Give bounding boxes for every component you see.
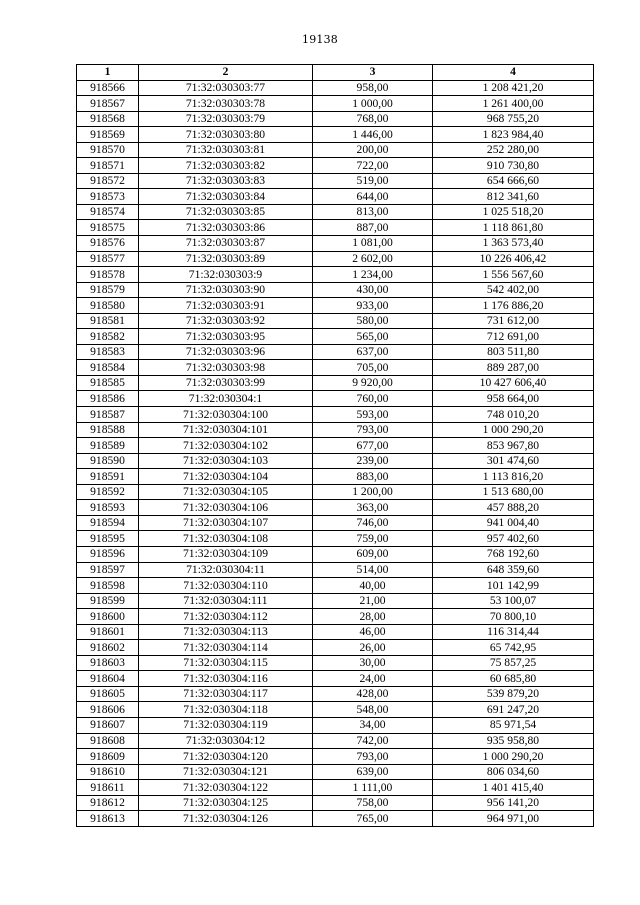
record-number-cell: 918566 [77,80,139,96]
record-number-cell: 918572 [77,173,139,189]
record-number-cell: 918583 [77,344,139,360]
cadastral-number-cell: 71:32:030303:82 [139,158,313,174]
value-cell: 806 034,60 [433,764,594,780]
area-cell: 639,00 [313,764,433,780]
value-cell: 539 879,20 [433,686,594,702]
table-row [77,298,594,314]
record-number-cell: 918595 [77,531,139,547]
table-row [77,717,594,733]
table-row [77,484,594,500]
record-number-cell: 918568 [77,111,139,127]
area-cell: 887,00 [313,220,433,236]
table-row [77,733,594,749]
table-row [77,671,594,687]
table-row [77,686,594,702]
value-cell: 956 141,20 [433,795,594,811]
cadastral-number-cell: 71:32:030303:92 [139,313,313,329]
cadastral-number-cell: 71:32:030303:98 [139,360,313,376]
value-cell: 116 314,44 [433,624,594,640]
value-cell: 712 691,00 [433,329,594,345]
area-cell: 2 602,00 [313,251,433,267]
record-number-cell: 918609 [77,749,139,765]
record-number-cell: 918603 [77,655,139,671]
value-cell: 1 208 421,20 [433,80,594,96]
area-cell: 593,00 [313,407,433,423]
area-cell: 21,00 [313,593,433,609]
value-cell: 53 100,07 [433,593,594,609]
cadastral-number-cell: 71:32:030304:103 [139,453,313,469]
value-cell: 101 142,99 [433,578,594,594]
value-cell: 1 513 680,00 [433,484,594,500]
record-number-cell: 918610 [77,764,139,780]
data-table [76,64,594,827]
table-row [77,422,594,438]
cadastral-number-cell: 71:32:030304:108 [139,531,313,547]
area-cell: 28,00 [313,609,433,625]
table-row [77,702,594,718]
value-cell: 1 176 886,20 [433,298,594,314]
record-number-cell: 918598 [77,578,139,594]
area-cell: 430,00 [313,282,433,298]
area-cell: 637,00 [313,344,433,360]
record-number-cell: 918593 [77,500,139,516]
area-cell: 1 446,00 [313,127,433,143]
table-row [77,142,594,158]
cadastral-number-cell: 71:32:030303:95 [139,329,313,345]
record-number-cell: 918590 [77,453,139,469]
record-number-cell: 918606 [77,702,139,718]
area-cell: 200,00 [313,142,433,158]
cadastral-number-cell: 71:32:030304:126 [139,811,313,827]
value-cell: 1 823 984,40 [433,127,594,143]
table-row [77,329,594,345]
cadastral-number-cell: 71:32:030304:12 [139,733,313,749]
header-row [77,65,594,81]
record-number-cell: 918584 [77,360,139,376]
value-cell: 748 010,20 [433,407,594,423]
page-number: 19138 [302,33,338,46]
record-number-cell: 918585 [77,375,139,391]
value-cell: 457 888,20 [433,500,594,516]
cadastral-number-cell: 71:32:030303:90 [139,282,313,298]
cadastral-number-cell: 71:32:030304:100 [139,407,313,423]
cadastral-number-cell: 71:32:030303:91 [139,298,313,314]
table-row [77,609,594,625]
value-cell: 252 280,00 [433,142,594,158]
value-cell: 853 967,80 [433,438,594,454]
cadastral-number-cell: 71:32:030303:9 [139,267,313,283]
cadastral-number-cell: 71:32:030303:77 [139,80,313,96]
table-row [77,158,594,174]
record-number-cell: 918602 [77,640,139,656]
table-row [77,375,594,391]
value-cell: 1 000 290,20 [433,422,594,438]
record-number-cell: 918578 [77,267,139,283]
cadastral-number-cell: 71:32:030304:11 [139,562,313,578]
cadastral-number-cell: 71:32:030304:104 [139,469,313,485]
area-cell: 363,00 [313,500,433,516]
value-cell: 964 971,00 [433,811,594,827]
table-row [77,267,594,283]
table-row [77,96,594,112]
column-header-4: 4 [433,65,594,81]
value-cell: 65 742,95 [433,640,594,656]
value-cell: 70 800,10 [433,609,594,625]
table-header [77,65,594,81]
cadastral-number-cell: 71:32:030304:105 [139,484,313,500]
table-row [77,469,594,485]
record-number-cell: 918570 [77,142,139,158]
record-number-cell: 918592 [77,484,139,500]
cadastral-number-cell: 71:32:030304:117 [139,686,313,702]
record-number-cell: 918608 [77,733,139,749]
cadastral-number-cell: 71:32:030304:118 [139,702,313,718]
value-cell: 10 226 406,42 [433,251,594,267]
cadastral-number-cell: 71:32:030304:115 [139,655,313,671]
table-row [77,453,594,469]
cadastral-number-cell: 71:32:030304:113 [139,624,313,640]
cadastral-number-cell: 71:32:030304:112 [139,609,313,625]
table-row [77,546,594,562]
cadastral-number-cell: 71:32:030303:96 [139,344,313,360]
record-number-cell: 918577 [77,251,139,267]
cadastral-number-cell: 71:32:030303:80 [139,127,313,143]
value-cell: 75 857,25 [433,655,594,671]
area-cell: 24,00 [313,671,433,687]
area-cell: 1 234,00 [313,267,433,283]
value-cell: 968 755,20 [433,111,594,127]
value-cell: 648 359,60 [433,562,594,578]
area-cell: 705,00 [313,360,433,376]
table-row [77,344,594,360]
value-cell: 935 958,80 [433,733,594,749]
table-row [77,655,594,671]
record-number-cell: 918575 [77,220,139,236]
record-number-cell: 918601 [77,624,139,640]
cadastral-number-cell: 71:32:030304:120 [139,749,313,765]
cadastral-number-cell: 71:32:030303:78 [139,96,313,112]
record-number-cell: 918574 [77,204,139,220]
value-cell: 301 474,60 [433,453,594,469]
cadastral-number-cell: 71:32:030303:89 [139,251,313,267]
cadastral-number-cell: 71:32:030304:114 [139,640,313,656]
record-number-cell: 918581 [77,313,139,329]
cadastral-number-cell: 71:32:030304:111 [139,593,313,609]
table-row [77,407,594,423]
value-cell: 1 113 816,20 [433,469,594,485]
value-cell: 731 612,00 [433,313,594,329]
cadastral-number-cell: 71:32:030303:86 [139,220,313,236]
value-cell: 1 025 518,20 [433,204,594,220]
area-cell: 428,00 [313,686,433,702]
record-number-cell: 918589 [77,438,139,454]
table-row [77,220,594,236]
table-row [77,795,594,811]
area-cell: 958,00 [313,80,433,96]
table-row [77,438,594,454]
cadastral-number-cell: 71:32:030304:119 [139,717,313,733]
table-row [77,624,594,640]
table-row [77,236,594,252]
table-body [77,80,594,826]
table-row [77,173,594,189]
record-number-cell: 918591 [77,469,139,485]
cadastral-number-cell: 71:32:030304:102 [139,438,313,454]
area-cell: 1 111,00 [313,780,433,796]
area-cell: 565,00 [313,329,433,345]
area-cell: 34,00 [313,717,433,733]
table-row [77,811,594,827]
record-number-cell: 918579 [77,282,139,298]
record-number-cell: 918607 [77,717,139,733]
table-row [77,80,594,96]
area-cell: 30,00 [313,655,433,671]
cadastral-number-cell: 71:32:030304:106 [139,500,313,516]
value-cell: 958 664,00 [433,391,594,407]
area-cell: 793,00 [313,422,433,438]
area-cell: 742,00 [313,733,433,749]
record-number-cell: 918612 [77,795,139,811]
value-cell: 803 511,80 [433,344,594,360]
value-cell: 1 401 415,40 [433,780,594,796]
table-row [77,360,594,376]
value-cell: 1 556 567,60 [433,267,594,283]
table-row [77,251,594,267]
record-number-cell: 918599 [77,593,139,609]
area-cell: 759,00 [313,531,433,547]
table-row [77,282,594,298]
area-cell: 9 920,00 [313,375,433,391]
value-cell: 1 363 573,40 [433,236,594,252]
area-cell: 746,00 [313,515,433,531]
area-cell: 722,00 [313,158,433,174]
column-header-2: 2 [139,65,313,81]
area-cell: 760,00 [313,391,433,407]
value-cell: 889 287,00 [433,360,594,376]
cadastral-number-cell: 71:32:030304:107 [139,515,313,531]
cadastral-number-cell: 71:32:030303:83 [139,173,313,189]
cadastral-number-cell: 71:32:030304:125 [139,795,313,811]
value-cell: 910 730,80 [433,158,594,174]
table-row [77,391,594,407]
area-cell: 514,00 [313,562,433,578]
value-cell: 10 427 606,40 [433,375,594,391]
table-row [77,578,594,594]
cadastral-number-cell: 71:32:030304:121 [139,764,313,780]
area-cell: 1 081,00 [313,236,433,252]
value-cell: 768 192,60 [433,546,594,562]
area-cell: 883,00 [313,469,433,485]
record-number-cell: 918594 [77,515,139,531]
value-cell: 812 341,60 [433,189,594,205]
table-row [77,111,594,127]
record-number-cell: 918576 [77,236,139,252]
area-cell: 46,00 [313,624,433,640]
cadastral-number-cell: 71:32:030303:99 [139,375,313,391]
record-number-cell: 918605 [77,686,139,702]
table-row [77,780,594,796]
area-cell: 813,00 [313,204,433,220]
cadastral-number-cell: 71:32:030303:81 [139,142,313,158]
area-cell: 768,00 [313,111,433,127]
area-cell: 677,00 [313,438,433,454]
value-cell: 85 971,54 [433,717,594,733]
cadastral-number-cell: 71:32:030303:87 [139,236,313,252]
value-cell: 542 402,00 [433,282,594,298]
table-row [77,749,594,765]
area-cell: 580,00 [313,313,433,329]
area-cell: 26,00 [313,640,433,656]
cadastral-number-cell: 71:32:030303:85 [139,204,313,220]
cadastral-number-cell: 71:32:030303:84 [139,189,313,205]
record-number-cell: 918571 [77,158,139,174]
area-cell: 765,00 [313,811,433,827]
area-cell: 758,00 [313,795,433,811]
record-number-cell: 918569 [77,127,139,143]
area-cell: 519,00 [313,173,433,189]
area-cell: 793,00 [313,749,433,765]
table-row [77,189,594,205]
table-row [77,640,594,656]
cadastral-number-cell: 71:32:030304:109 [139,546,313,562]
area-cell: 1 000,00 [313,96,433,112]
value-cell: 957 402,60 [433,531,594,547]
cadastral-number-cell: 71:32:030304:116 [139,671,313,687]
table-row [77,764,594,780]
record-number-cell: 918613 [77,811,139,827]
record-number-cell: 918567 [77,96,139,112]
area-cell: 644,00 [313,189,433,205]
record-number-cell: 918597 [77,562,139,578]
record-number-cell: 918580 [77,298,139,314]
record-number-cell: 918611 [77,780,139,796]
record-number-cell: 918600 [77,609,139,625]
table-row [77,313,594,329]
value-cell: 1 118 861,80 [433,220,594,236]
record-number-cell: 918587 [77,407,139,423]
area-cell: 548,00 [313,702,433,718]
cadastral-number-cell: 71:32:030303:79 [139,111,313,127]
value-cell: 1 261 400,00 [433,96,594,112]
value-cell: 1 000 290,20 [433,749,594,765]
table-row [77,562,594,578]
cadastral-number-cell: 71:32:030304:110 [139,578,313,594]
table-row [77,500,594,516]
value-cell: 941 004,40 [433,515,594,531]
area-cell: 40,00 [313,578,433,594]
area-cell: 1 200,00 [313,484,433,500]
table-row [77,531,594,547]
record-number-cell: 918604 [77,671,139,687]
record-number-cell: 918588 [77,422,139,438]
value-cell: 654 666,60 [433,173,594,189]
value-cell: 691 247,20 [433,702,594,718]
table-row [77,204,594,220]
column-header-3: 3 [313,65,433,81]
cadastral-number-cell: 71:32:030304:1 [139,391,313,407]
table-row [77,515,594,531]
record-number-cell: 918582 [77,329,139,345]
area-cell: 239,00 [313,453,433,469]
area-cell: 933,00 [313,298,433,314]
cadastral-number-cell: 71:32:030304:101 [139,422,313,438]
column-header-1: 1 [77,65,139,81]
table-row [77,593,594,609]
record-number-cell: 918596 [77,546,139,562]
table-row [77,127,594,143]
cadastral-number-cell: 71:32:030304:122 [139,780,313,796]
area-cell: 609,00 [313,546,433,562]
record-number-cell: 918586 [77,391,139,407]
value-cell: 60 685,80 [433,671,594,687]
record-number-cell: 918573 [77,189,139,205]
